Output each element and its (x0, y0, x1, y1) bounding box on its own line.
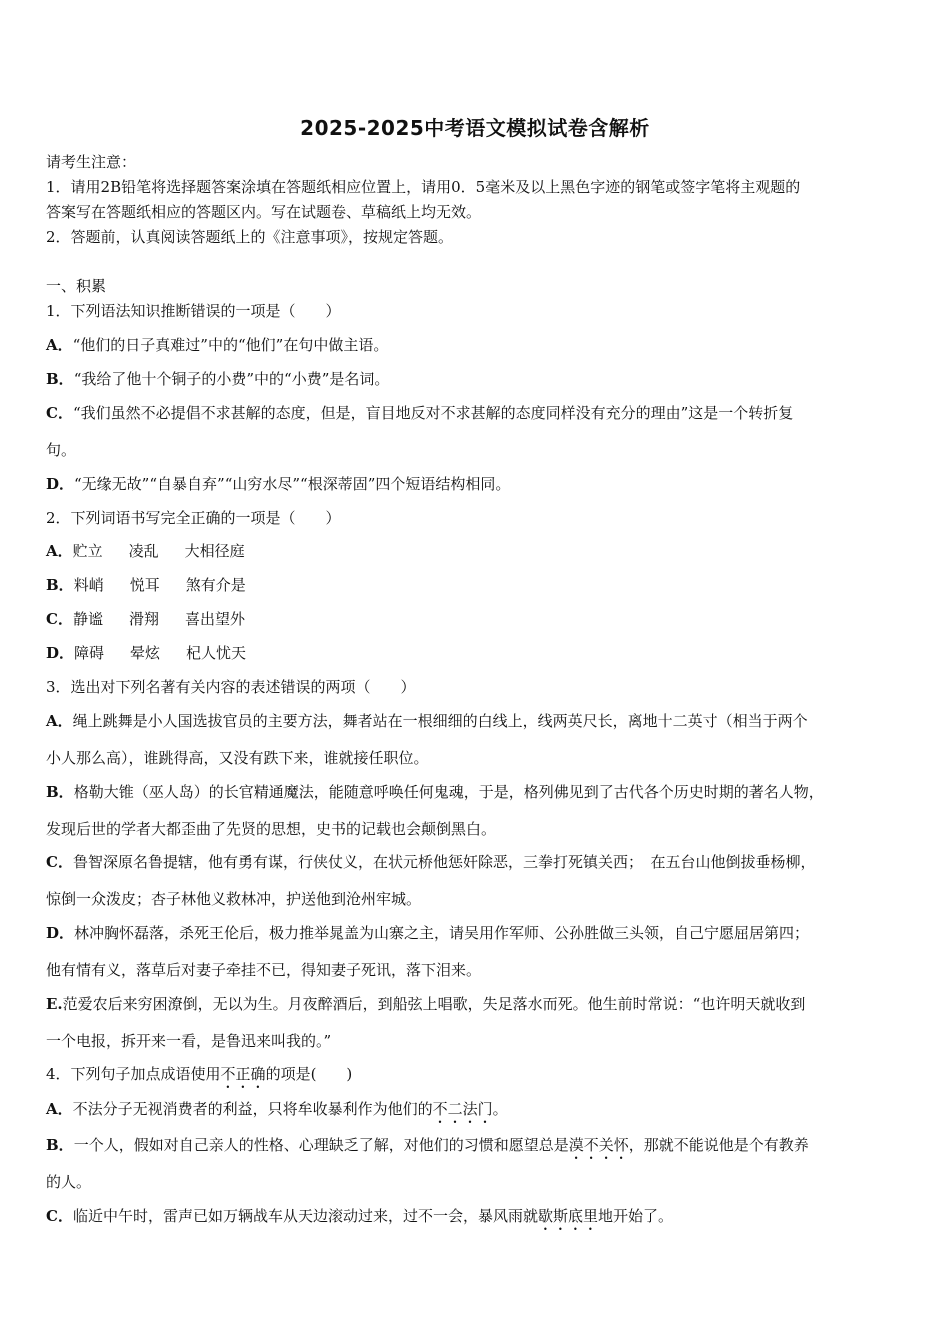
q1-option-d (46, 474, 510, 494)
option-text: 。 (492, 1100, 508, 1118)
q3-option-d (46, 923, 809, 943)
option-text: 范爱农后来穷困潦倒，无以为生。月夜醉酒后，到船弦上唱歌，失足落水而死。他生前时常说：“也许明天就收到 (62, 995, 806, 1013)
emphasized-idiom: 不二法门 (432, 1100, 493, 1118)
option-text: “我们虽然不必提倡不求甚解的态度，但是，盲目地反对不求甚解的态度同样没有充分的理由”这是一个转折复 (72, 404, 794, 422)
option-text: 林冲胸怀磊落，杀死王伦后，极力推举晁盖为山寨之主，请吴用作军师、公孙胜做三头领，自己宁愿屈居第四； (74, 924, 810, 942)
option-text: “他们的日子真难过”中的“他们”在句中做主语。 (72, 336, 389, 354)
q3-option-a (46, 711, 808, 731)
document-title: 2025-2025中考语文模拟试卷含解析 (300, 116, 650, 140)
word: 喜出望外 (184, 610, 245, 628)
option-text: 鲁智深原名鲁提辖，他有勇有谋，行侠仗义，在状元桥他惩奸除恶，三拳打死镇关西； 在五台山他倒拔垂杨柳， (72, 853, 816, 871)
option-label: D． (46, 924, 75, 942)
option-label: D． (46, 475, 75, 493)
option-label: C． (46, 404, 73, 422)
q4-option-c (46, 1206, 673, 1234)
word: 晕炫 (130, 644, 161, 662)
q3-option-c-cont: 惊倒一众泼皮；杏子林他义救林冲，护送他到沧州牢城。 (46, 890, 422, 908)
option-text: 格勒大锥（巫人岛）的长官精通魔法，能随意呼唤任何鬼魂，于是，格列佛见到了古代各个历史时期的著名人物， (73, 783, 824, 801)
emphasized-text: 不正确 (220, 1065, 266, 1083)
section-heading: 一、积累 (46, 277, 107, 295)
word: 贮立 (72, 542, 103, 560)
q2-option-c (46, 609, 245, 629)
notice-heading: 请考生注意： (46, 153, 137, 171)
notice-line-1a: 1．请用2B铅笔将选择题答案涂填在答题纸相应位置上，请用0．5毫米及以上黑色字迹的钢笔或签字笔将主观题的 (46, 178, 801, 196)
q3-option-e (46, 994, 805, 1014)
option-text: ，那就不能说他是个有教养 (628, 1136, 809, 1154)
q1-option-a (46, 335, 388, 355)
option-label: B． (46, 576, 74, 594)
word: 杞人忧天 (186, 644, 247, 662)
q1-stem: 1．下列语法知识推断错误的一项是（ ） (46, 302, 341, 320)
q3-option-d-cont: 他有情有义，落草后对妻子牵挂不已，得知妻子死讯，落下泪来。 (46, 961, 482, 979)
q1-option-c-cont: 句。 (46, 441, 77, 459)
q2-option-a (46, 541, 245, 561)
option-label: E. (46, 995, 63, 1013)
word: 料峭 (73, 576, 104, 594)
option-text: 不法分子无视消费者的利益，只将牟收暴利作为他们的 (72, 1100, 433, 1118)
option-text: 一个人，假如对自己亲人的性格、心理缺乏了解，对他们的习惯和愿望总是 (73, 1136, 569, 1154)
word: 滑翔 (128, 610, 159, 628)
option-label: B． (46, 370, 74, 388)
q3-option-a-cont: 小人那么高），谁跳得高，又没有跌下来，谁就接任职位。 (46, 749, 429, 767)
notice-line-1b: 答案写在答题纸相应的答题区内。写在试题卷、草稿纸上均无效。 (46, 203, 482, 221)
option-label: A． (46, 1100, 73, 1118)
option-label: C． (46, 610, 73, 628)
option-text: “我给了他十个铜子的小费”中的“小费”是名词。 (73, 370, 390, 388)
emphasized-idiom: 漠不关怀 (568, 1136, 629, 1154)
q2-stem: 2．下列词语书写完全正确的一项是（ ） (46, 509, 341, 527)
word: 凌乱 (128, 542, 159, 560)
word: 静谧 (72, 610, 103, 628)
q1-option-b (46, 369, 389, 389)
word: 大相径庭 (184, 542, 245, 560)
option-label: C． (46, 853, 73, 871)
q3-stem: 3．选出对下列名著有关内容的表述错误的两项（ ） (46, 678, 416, 696)
option-label: C． (46, 1207, 73, 1225)
q2-option-b (46, 575, 246, 595)
option-text: 地开始了。 (597, 1207, 673, 1225)
option-text: 绳上跳舞是小人国选拔官员的主要方法，舞者站在一根细细的白线上，线两英尺长，离地十二英寸（相当于两个 (72, 712, 808, 730)
q2-option-d (46, 643, 246, 663)
q3-option-b-cont: 发现后世的学者大都歪曲了先贤的思想，史书的记载也会颠倒黑白。 (46, 820, 497, 838)
option-label: A． (46, 336, 73, 354)
q3-option-e-cont: 一个电报，拆开来一看，是鲁迅来叫我的。” (46, 1032, 332, 1050)
option-label: D． (46, 644, 75, 662)
q4-option-a (46, 1099, 508, 1127)
option-label: A． (46, 712, 73, 730)
word: 悦耳 (129, 576, 160, 594)
stem-text: 4．下列句子加点成语使用 (46, 1065, 221, 1083)
option-label: A． (46, 542, 73, 560)
emphasized-idiom: 歇斯底里 (537, 1207, 598, 1225)
q4-option-b (46, 1135, 809, 1163)
notice-line-2: 2．答题前，认真阅读答题纸上的《注意事项》，按规定答题。 (46, 228, 454, 246)
q3-option-c (46, 852, 815, 872)
q1-option-c (46, 403, 793, 423)
option-text: “无缘无故”“自暴自弃”“山穷水尽”“根深蒂固”四个短语结构相同。 (74, 475, 511, 493)
q4-option-b-cont: 的人。 (46, 1173, 92, 1191)
q3-option-b (46, 782, 824, 802)
stem-text: 的项是( ) (265, 1065, 353, 1083)
option-label: B． (46, 783, 74, 801)
option-text: 临近中午时，雷声已如万辆战车从天边滚动过来，过不一会，暴风雨就 (72, 1207, 538, 1225)
word: 障碍 (74, 644, 105, 662)
word: 煞有介是 (185, 576, 246, 594)
q4-stem (46, 1064, 352, 1092)
option-label: B． (46, 1136, 74, 1154)
